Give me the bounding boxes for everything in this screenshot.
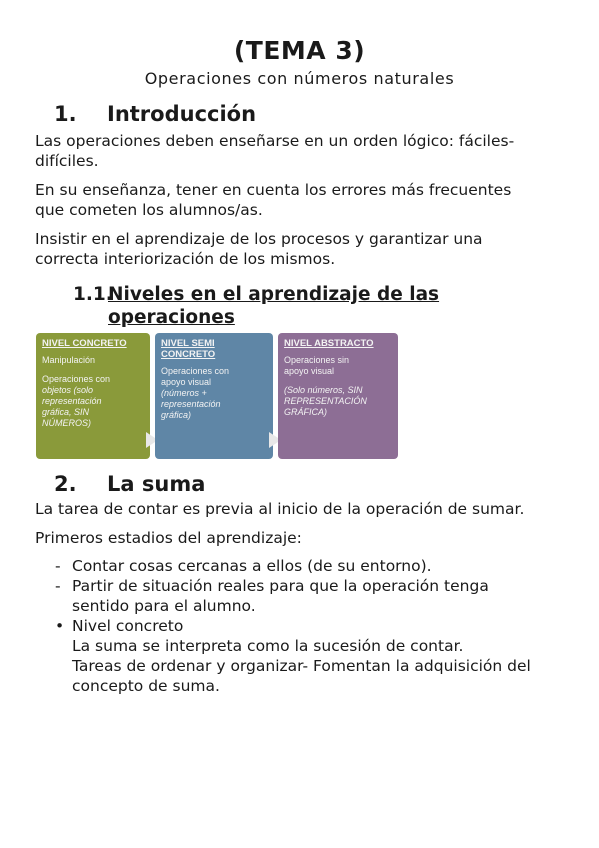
section-1-number: 1. [54, 102, 77, 126]
list-item-text: sentido para el alumno. [72, 597, 256, 615]
level-abstracto-title: NIVEL ABSTRACTO [284, 338, 374, 349]
level-concreto-text: gráfica, SIN [42, 407, 90, 417]
level-abstracto-text: Operaciones sin [284, 355, 350, 365]
list-item [55, 556, 565, 576]
list-item [55, 616, 565, 696]
paragraph-line: En su enseñanza, tener en cuenta los errores más frecuentes [35, 181, 512, 199]
page-title: (TEMA 3) [233, 36, 366, 65]
level-semi-text: representación [161, 399, 221, 409]
level-concreto-text: Operaciones con [42, 374, 111, 384]
section-1-paragraph-1 [35, 131, 560, 171]
level-concreto-text: Manipulación [42, 355, 96, 365]
dash-marker: - [55, 557, 61, 575]
level-concreto-title: NIVEL CONCRETO [42, 338, 127, 349]
section-1-1-title-line-2: operaciones [108, 307, 235, 328]
list-item-text: Partir de situación reales para que la operación tenga [72, 577, 489, 595]
list-item-text: Tareas de ordenar y organizar- Fomentan la adquisición del [72, 657, 531, 675]
list-item-text: Nivel concreto [72, 617, 184, 635]
section-1-title: Introducción [107, 102, 257, 126]
paragraph-line: difíciles. [35, 152, 99, 170]
level-abstracto-text: GRÁFICA) [284, 407, 328, 417]
level-semi-title: NIVEL SEMI [161, 338, 215, 349]
level-semi-text: (números + [161, 388, 207, 398]
section-2-number: 2. [54, 472, 77, 496]
level-abstracto-text: REPRESENTACIÓN [284, 396, 367, 406]
section-1-paragraph-3 [35, 229, 560, 269]
section-1-heading [54, 102, 256, 126]
level-semi-concreto-box [155, 333, 273, 459]
section-1-1-title-line-1: Niveles en el aprendizaje de las [108, 284, 440, 305]
list-item-text: Contar cosas cercanas a ellos (de su entorno). [72, 557, 432, 575]
list-item [55, 576, 565, 616]
bullet-marker: • [55, 617, 65, 635]
section-1-1-number: 1.1. [73, 284, 113, 305]
level-semi-text: gráfica) [161, 410, 192, 420]
level-abstracto-box [278, 333, 398, 459]
level-semi-text: apoyo visual [161, 377, 212, 387]
paragraph-line: Las operaciones deben enseñarse en un orden lógico: fáciles- [35, 132, 515, 150]
section-1-paragraph-2 [35, 180, 560, 220]
level-concreto-box [36, 333, 150, 459]
learning-stages-list [55, 556, 565, 696]
section-2-paragraph-1: La tarea de contar es previa al inicio de la operación de sumar. [35, 500, 525, 518]
level-semi-text: Operaciones con [161, 366, 230, 376]
section-2-title: La suma [107, 472, 206, 496]
page-subtitle: Operaciones con números naturales [144, 69, 455, 88]
level-abstracto-text: apoyo visual [284, 366, 335, 376]
level-semi-title: CONCRETO [161, 349, 216, 360]
paragraph-line: que cometen los alumnos/as. [35, 201, 263, 219]
level-concreto-text: representación [42, 396, 102, 406]
paragraph-line: correcta interiorización de los mismos. [35, 250, 336, 268]
level-abstracto-text: (Solo números, SIN [284, 385, 363, 395]
dash-marker: - [55, 577, 61, 595]
section-2-paragraph-2: Primeros estadios del aprendizaje: [35, 529, 302, 547]
list-item-text: La suma se interpreta como la sucesión de contar. [72, 637, 464, 655]
level-concreto-text: NÚMEROS) [42, 418, 91, 428]
level-concreto-text: objetos (solo [42, 385, 94, 395]
list-item-text: concepto de suma. [72, 677, 220, 695]
paragraph-line: Insistir en el aprendizaje de los procesos y garantizar una [35, 230, 483, 248]
section-2-heading [54, 472, 205, 496]
levels-diagram [36, 333, 398, 459]
